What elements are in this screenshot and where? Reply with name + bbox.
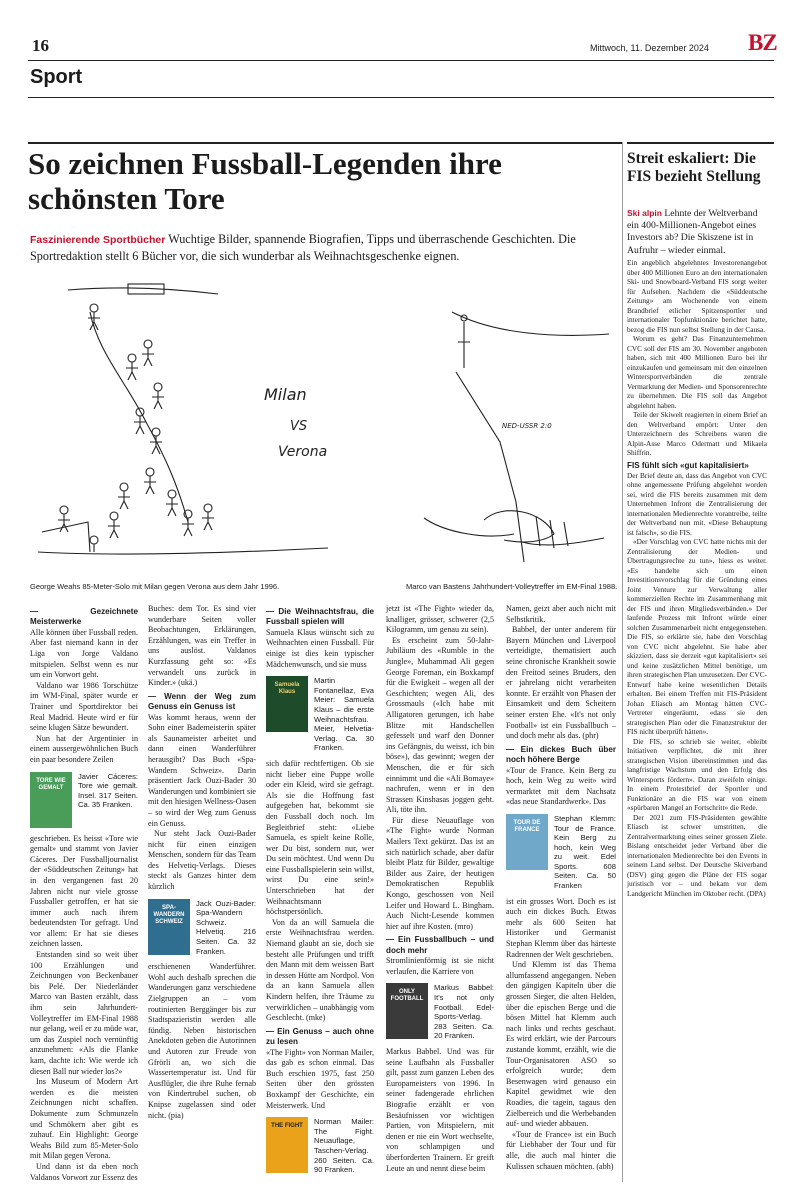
book-info-samuela: Martin Fontanellaz, Eva Meier: Samuela Klaus – die erste Weihnachtsfrau. Meier, Helvetia-Verlag. Ca. 30 Franken. (314, 676, 374, 753)
side-para-5: «Der Vorschlag von CVC hatte nichts mit der Zentralisierung der Medien- und Übertragungsrechte zu tun», hiess es weiter. «Es handelte sich um einen Investitionsvorschlag für die Gründung eines Joint Venture zur Verwaltung aller kommerziellen Rechte im Zusammenhang mit der FIS und ihren Mitgliedsverbänden.» Der laufende Prozess mit Infront würde einer solchen Zusammenarbeit nicht entgegenstehen. Die FIS, so erklärte sie, habe den Vorschlag von CVC nicht abgelehnt. Sie habe aber skizziert, dass sie derzeit «gut kapitalisiert» sei und keine zusätzlichen Mittel benötige, um ihren strategischen Plan umzusetzen. Der CVC-Entwurf habe keine wesentlichen Details erhalten. Bei einem Treffen mit FIS-Präsident Johan Eliasch am Montag hätten CVC-Vertreter eingeräumt, «dass sie den strategischen Plan oder die Finanzstruktur der FIS nicht überprüft hätten». (627, 537, 767, 737)
col1-para-1: Alle können über Fussball reden. Aber fast niemand kann in der Liga von Jorge Valdano mitspielen. Selbst wenn es nur um ein Vorwort geht. (30, 627, 138, 680)
col5-para-5: Und Klemm ist das Thema allumfassend angegangen. Neben den gängigen Kapiteln über die grossen Sieger, die alten Helden, über die epischen Berge und die bösen Mittel hat Klemm auch nach links und rechts geschaut. Es wird erklärt, wie der Parcours zustande kommt, erzählt, wie die Tour-Organisatoren ASO so erfolgreich wurde; dem Besenwagen wird genauso ein Kapitel gewidmet wie den Roadies, die tagein, tagaus den Zielbereich und die Werbebanden auf- und wieder abbauen. (506, 960, 616, 1129)
drawing-left-caption: George Weahs 85-Meter-Solo mit Milan gegen Verona aus dem Jahr 1996. (30, 582, 280, 591)
drawing-label-verona: Verona (278, 444, 328, 460)
column-4 (386, 604, 494, 1174)
column-5 (506, 604, 616, 1172)
col3-para-2: sich dafür rechtfertigen. Ob sie nicht lieber eine Puppe wolle oder ein Kleid, wird sie gefragt. Als sie die Hoffnung fast aufgegeben hat, bekommt sie den Fussball doch noch. Im Begleitbrief steht: «Liebe Samuela, es spielt keine Rolle, wer Du bist, sondern nur, wer Du sein möchtest. Und wenn Du eine Fussballspielerin sein willst, wirst Du eine sein!» Unterschrieben hat der Weihnachtsmann höchstpersönlich. (266, 758, 374, 917)
book-cover-samuela: Samuela Klaus (266, 676, 308, 732)
col5-para-4: ist ein grosses Wort. Doch es ist auch ein dickes Buch. Etwas mehr als 600 Seiten hat Historiker und Germanist Stephan Klemm über das härteste Radrennen der Welt geschrieben. (506, 896, 616, 959)
drawing-right-caption: Marco van Bastens Jahrhundert-Volleytreffer im EM-Final 1988. (406, 582, 618, 591)
book-cover-babbel: ONLY FOOTBALL (386, 983, 428, 1039)
book-cover-tour: TOUR DE FRANCE (506, 814, 548, 870)
side-para-1: Ein angeblich abgelehntes Investorenangebot über 400 Millionen Euro an den internationalen Ski- und Snowboard-Verband FIS sorgt weiter für Aufsehen. Nachdem die «Süddeutsche Zeitung» am Wochenende von einem Brandbrief etlicher Spitzensportler und internationaler Topfunktionäre berichtet hatte, bezog die FIS nun selbst Stellung in der Causa. (627, 258, 767, 334)
side-para-7: Der 2021 zum FIS-Präsidenten gewählte Eliasch ist schwer umstritten, die Zentralvermarktung eines seiner grossen Ziele. Bislang entscheidet jeder Verband über die internationalen Medienrechte bei den Events in seinem Land selbst. Der Deutsche Skiverband (DSV) ging gegen die Pläne der FIS sogar juristisch vor – und bekam vor dem Landgericht München im Oktober recht. (DPA) (627, 812, 767, 898)
col2-para-3: Nur steht Jack Ouzi-Bader nicht für einen einzigen Menschen, sondern für das Team des Helvetiq-Verlags. Dieses steckt als Ganzes hinter dem kürzlich (148, 829, 256, 892)
book-cover-fight: THE FIGHT (266, 1117, 308, 1173)
col1-para-3: Nun hat der Argentinier in einem aussergewöhnlichen Buch ein paar besondere Zeilen (30, 733, 138, 764)
col2-para-4: erschienenen Wanderführer. Wohl auch deshalb sprechen die Wanderungen ganz verschiedene Zielgruppen an – vom routinierten Berggänger bis zur Stadtspazieristin werden alle fündig. Neben historischen Anekdoten geben die Autorinnen und Autoren zur Freude von Gfrörli an, wo sich die Wassertemperatur ist. Und für Ausflügler, die ihre Ruhe fernab von Kindertrubel suchen, ob Knipse zugelassen sind oder nicht. (pia) (148, 962, 256, 1120)
van-basten-drawing (404, 272, 619, 577)
book-babbel (386, 983, 494, 1041)
sidebar-lead (627, 207, 765, 257)
side-para-4: Der Brief deute an, dass das Angebot von CVC ohne angemessene Prüfung abgelehnt worden sei, wird die FIS bereits zusammen mit dem Unternehmen Infront die Zentralisierung der internationalen Medienrechte vorantreibe, teilte der Weltverband nun mit. «Diese Behauptung ist falsch», so die FIS. (627, 470, 767, 537)
book-info-tore: Javier Cáceres: Tore wie gemalt. Insel. 317 Seiten. Ca. 35 Franken. (78, 771, 138, 810)
side-para-3: Teile der Skiwelt reagierten in einem Brief an den Weltverband empört: Unter den Unterzeichnern des Schreibens waren die Alpin-Asse Marco Odermatt und Mikaela Shiffrin. (627, 410, 767, 457)
lead-text: Wuchtige Bilder, spannende Biografien, Tipps und überraschende Geschichten. Die Sportredaktion stellt 6 Bücher vor, die sich wunderbar als Weihnachtsgeschenke eignen. (30, 232, 576, 263)
section-rule (28, 97, 774, 98)
col1-para-5: Entstanden sind so weit über 100 Erzählungen und Zeichnungen von Beckenbauer bis Pelé. Der Niederländer Marco van Basten erzählt, dass ihm sein Jahrhundert-Volleytreffer im EM-Final 1988 nur gelang, weil er zu müde war, um das Zuspiel noch vernünftig anzunehmen: «Als die Flanke kam, dachte ich: Wie werde ich diesen Ball nur wieder los?» (30, 950, 138, 1076)
weah-drawing (28, 272, 333, 572)
page-title: So zeichnen Fussball-Legenden ihre schönsten Tore (28, 146, 502, 216)
col5-para-1: Namen, geizt aber auch nicht mit Selbstkritik. (506, 604, 616, 624)
sidebar-title: Streit eskaliert: Die FIS bezieht Stellung (627, 150, 761, 185)
col1-para-7: Und dann ist da eben noch Valdanos Vorwort zur Essenz des (30, 1161, 138, 1182)
col1-para-6: Ins Museum of Modern Art werden es die meisten Zeichnungen nicht schaffen. Dokumente zum Schmunzeln und Schmökern aber gibt es zuhauf. Ein Highlight: George Weahs Bild zum 85-Meter-Solo mit Milan gegen Verona. (30, 1077, 138, 1161)
column-1 (30, 604, 138, 1183)
col4-para-5: Markus Babbel. Und was für seine Laufbahn als Fussballer gilt, passt zum ganzen Leben des Europameisters von 1996. In seiner fadengerade ehrlichen Biografie erzählt er von Besäufnissen vor wichtigen Partien, von Mitspielern, mit denen er nie ein Wort wechselte, von schlampigen und überforderten Trainern. Er greift Leute an und nennt diese beim (386, 1046, 494, 1173)
col1-para-2: Valdano war 1986 Torschütze im WM-Final, später wurde er Trainer und Sportdirektor bei Real Madrid. Heute wird er für seine klugen Sätze bewundert. (30, 680, 138, 733)
drawing-label-milan: Milan (264, 385, 307, 404)
book-samuela (266, 676, 374, 753)
subhead-4: — Ein Genuss – auch ohne zu lesen (266, 1026, 374, 1047)
article-lead (30, 232, 615, 264)
col4-para-2: Es erscheint zum 50-Jahr-Jubiläum des «Rumble in the Jungle», Muhammad Ali gegen George Foreman, ein Boxkampf für die Ewigkeit – wegen all der Geschichten; wegen Ali, des Grossmauls («Ich habe mit Alligatoren gerungen, ich habe Blitze mit Handschellen gefesselt und warf den Donner ins Gefängnis, du weisst, ich bin böse»), das gewinnt; wegen der Menschen, die er für sich einnimmt und die «Ali Bomaye» nachrufen, wenn er in den Strassen Kinshasas joggen geht. Ali, töte ihn. (386, 635, 494, 815)
book-info-spa: Jack Ouzi-Bader: Spa-Wandern Schweiz. Helvetiq. 216 Seiten. Ca. 32 Franken. (196, 898, 256, 956)
col1-para-4: geschrieben. Es heisst «Tore wie gemalt» und stammt von Javier Cáceres. Der Fussballjournalist der «Süddeutschen Zeitung» hat in den vergangenen fast 20 Jahren nicht nur viele grosse Fussballer getroffen, er hat sie immer auch nach ihrem bedeutendsten Tor gefragt. Und vor allem: Er hat sie dieses zeichnen lassen. (30, 833, 138, 949)
book-info-tour: Stephan Klemm: Tour de France. Kein Berg zu hoch, kein Weg zu weit. Edel Sports. 608 Seiten. Ca. 50 Franken (554, 813, 616, 891)
book-info-fight: Norman Mailer: The Fight. Neuauflage, Taschen-Verlag. 260 Seiten. Ca. 90 Franken. (314, 1117, 374, 1175)
col4-para-3: Für diese Neuauflage von «The Fight» wurde Norman Mailers Text gekürzt. Das ist an sich natürlich schade, aber dafür bleibt Platz für Bilder, gewaltige Bilder aus Zaire, der heutigen Demokratischen Republik Kongo, geschossen von Neil Leifer und Howard L. Bingham. Auch Nicht-Lesende kommen hier auf ihre Kosten. (mro) (386, 815, 494, 931)
subhead-6: — Ein dickes Buch über noch höhere Berge (506, 744, 616, 765)
col4-para-4: Stromlinienförmig ist sie nicht verlaufen, die Karriere von (386, 956, 494, 976)
col2-para-2: Was kommt heraus, wenn der Sohn einer Bademeisterin später als Saunameister arbeitet und dann einen Wanderführer herausgibt? Das Buch «Spa-Wandern Schweiz». Darin präsentiert Jack Ouzi-Bader 30 Wanderungen und kombiniert sie mit den hiesigen Wellness-Oasen – so wird der Weg zum Genuss ein Genuss. (148, 712, 256, 828)
column-3 (266, 604, 374, 1181)
sidebar-subhead: FIS fühlt sich «gut kapitalisiert» (627, 460, 749, 470)
side-top-rule (627, 142, 774, 144)
col5-para-6: «Tour de France» ist ein Buch für Liebhaber der Tour und für alle, die auch mal hinter die Kulissen schauen möchten. (abh) (506, 1129, 616, 1171)
book-the-fight (266, 1117, 374, 1175)
col5-para-3: «Tour de France. Kein Berg zu hoch, kein Weg zu weit» wird vermarktet mit dem Nachsatz «das neue Standardwerk». Das (506, 765, 616, 807)
col3-para-1: Samuela Klaus wünscht sich zu Weihnachten einen Fussball. Für einige ist dies kein typischer Mädchenwunsch, und sie muss (266, 627, 374, 669)
column-2 (148, 604, 256, 1121)
book-tore-wie-gemalt (30, 772, 138, 828)
subhead-2: — Wenn der Weg zum Genuss ein Genuss ist (148, 691, 256, 712)
col3-para-3: Von da an will Samuela die erste Weihnachtsfrau werden. Niemand glaubt an sie, doch sie besteht alle Prüfungen und trifft den Mann mit dem weissen Bart in dessen Hütte am Nordpol. Von da an kann Samuela allen Kindern helfen, ihre Träume zu verwirklichen – unabhängig vom Geschlecht. (mke) (266, 917, 374, 1023)
side-para-2: Worum es geht? Das Finanzunternehmen CVC soll der FIS am 30. November angeboten haben, sich mit 400 Millionen Euro bei ihr einzukaufen und gemeinsam mit den einzelnen Wintersportverbänden die zentrale Vermarktung der Medien- und Sponsorenrechte zu übernehmen. Die FIS soll das Angebot abgelehnt haben. (627, 334, 767, 410)
col2-para-1: Buches: dem Tor. Es sind vier wunderbare Seiten voller Beobachtungen, Erklärungen, Erzählungen, was ein Treffer in uns auslöst. Valdanos Kurzfassung geht so: «Es verwandelt uns zurück in Kinder.» (ukä.) (148, 604, 256, 688)
book-spa-wandern (148, 899, 256, 957)
sidebar-body (627, 258, 767, 898)
col4-para-1: jetzt ist «The Fight» wieder da, knalliger, grösser, schwerer (2,5 Kilogramm, um genau zu sein). (386, 604, 494, 635)
sidebar-kicker: Ski alpin (627, 208, 662, 218)
col5-para-2: Babbel, der unter anderem für Bayern München und Liverpool verteidigte, thematisiert auch seine chronische Krankheit sowie den Freitod seines Bruders, den er jahrelang nicht verarbeiten konnte. Er erzählt von Phasen der Einsamkeit und dem Scheitern seiner ersten Ehe. «It's not only Football» ist ein Fussballbuch – und doch mehr als das. (phr) (506, 625, 616, 741)
sidebar-lead-text: Lehnte der Weltverband ein 400-Millionen-Angebot eines Investors ab? Die Skiszene ist in Aufruhr – wieder einmal. (627, 208, 758, 256)
col3-para-4: «The Fight» von Norman Mailer, das gab es schon einmal. Das Buch erschien 1975, fast 250 Seiten über den grössten Boxkampf der Geschichte, ein Meisterwerk. Und (266, 1047, 374, 1110)
drawing-label-vs: VS (290, 419, 308, 434)
header-rule (28, 60, 774, 61)
book-cover-tore: TORE WIE GEMALT (30, 772, 72, 828)
bz-logo: BZ (748, 30, 777, 55)
book-cover-spa: SPA-WANDERN SCHWEIZ (148, 899, 190, 955)
drawing-score: NED-USSR 2:0 (502, 422, 552, 430)
book-tour-de-france (506, 814, 616, 891)
page-number: 16 (32, 36, 49, 55)
issue-date: Mittwoch, 11. Dezember 2024 (590, 43, 709, 53)
book-info-babbel: Markus Babbel: It's not only Football. Edel-Sports-Verlag. 283 Seiten. Ca. 20 Franken. (434, 983, 494, 1041)
section-title: Sport (30, 66, 83, 88)
subhead-3: — Die Weihnachtsfrau, die Fussball spielen will (266, 607, 374, 627)
subhead-5: — Ein Fussballbuch – und doch mehr (386, 935, 494, 955)
main-top-rule (28, 142, 622, 144)
side-para-6: Die FIS, so schrieb sie weiter, «bleibt Initiativen verpflichtet, die mit ihrer strategischen Vision übereinstimmen und das langfristige Wachstum und den Erfolg des Wintersports fördern». Daran zweifeln einige. In einem Protestbrief der Sportler und Funktionäre an die FIS war von einem «spürbaren Mangel an Fortschritt» die Rede. (627, 736, 767, 813)
column-divider (622, 142, 623, 1182)
lead-kicker: Faszinierende Sportbücher (30, 234, 166, 246)
subhead-1: — Gezeichnete Meisterwerke (30, 607, 138, 627)
